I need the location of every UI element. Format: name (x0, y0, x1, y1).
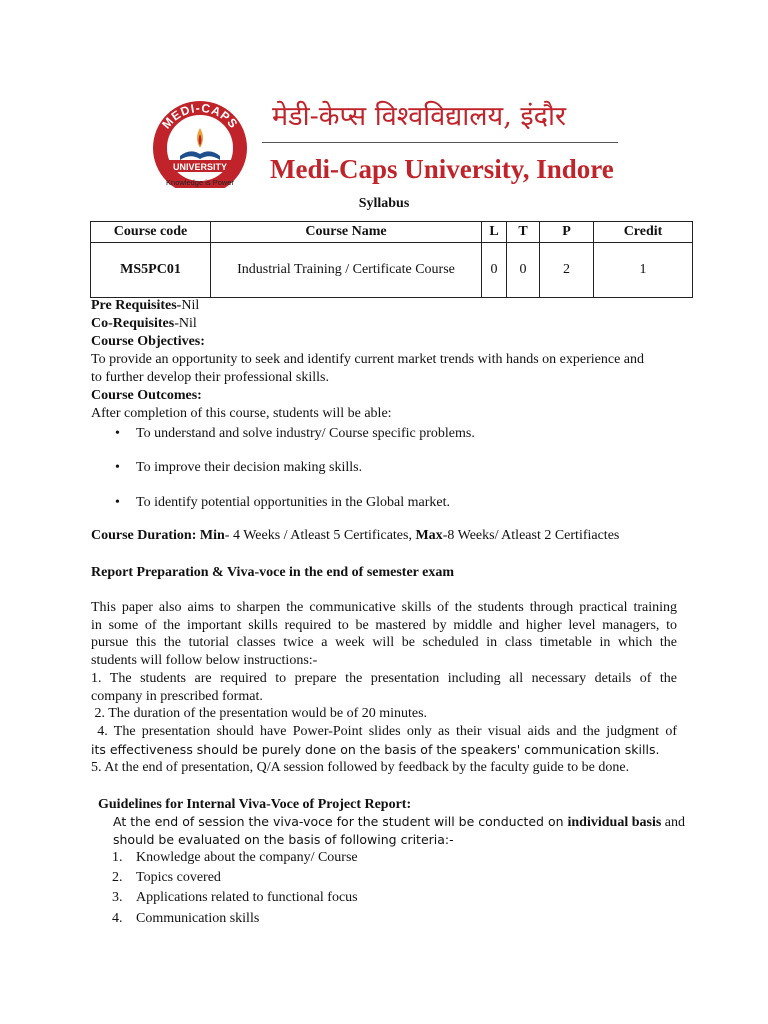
duration-min-text: - 4 Weeks / Atleast 5 Certificates, (224, 528, 416, 543)
corequisites (91, 315, 197, 333)
coreq-label: Co-Requisites (91, 316, 175, 331)
logo-text-top: MEDI-CAPS (159, 100, 241, 132)
list-number: 2. (112, 870, 123, 885)
list-item: To identify potential opportunities in the Global market. (136, 495, 450, 510)
objectives-line-1: To provide an opportunity to seek and identify current market trends with hands on experience and (91, 352, 645, 367)
logo-tagline: Knowledge is Power (166, 178, 234, 187)
university-logo (150, 98, 250, 188)
cell-l: 0 (482, 243, 507, 298)
duration-min-label: Min (199, 528, 225, 543)
header-course-name: Course Name (211, 222, 482, 243)
paragraph-line: 2. The duration of the presentation would be of 20 minutes. (91, 706, 428, 721)
bullet-icon: • (115, 426, 120, 441)
paragraph-line: 1. The students are required to prepare the presentation including all necessary details of the (91, 671, 677, 686)
paragraph-line: in some of the important skills required to be mastered by middle and higher level managers, to (91, 618, 677, 633)
course-duration (91, 527, 619, 545)
cell-p: 2 (540, 243, 594, 298)
duration-max-text: -8 Weeks/ Atleast 2 Certifiactes (442, 528, 620, 543)
bullet-icon: • (115, 460, 120, 475)
prerequisites (91, 297, 199, 315)
paragraph-line: This paper also aims to sharpen the communicative skills of the students through practical training (91, 600, 677, 615)
paragraph-line: 4. The presentation should have Power-Point slides only as their visual aids and the judgment of (91, 724, 677, 739)
list-number: 4. (112, 911, 123, 926)
prereq-value: Nil (181, 298, 200, 313)
bullet-icon: • (115, 495, 120, 510)
header-p: P (540, 222, 594, 243)
logo-text-band: UNIVERSITY (172, 162, 228, 172)
list-number: 3. (112, 890, 123, 905)
guidelines-text-end: and (661, 815, 685, 830)
header-course-code: Course code (91, 222, 211, 243)
list-item: Applications related to functional focus (136, 890, 358, 905)
list-item: To improve their decision making skills. (136, 460, 363, 475)
cell-course-name: Industrial Training / Certificate Course (211, 243, 482, 298)
paragraph-line: pursue this the tutorial classes twice a week will be scheduled in class timetable in which the (91, 635, 677, 650)
list-item: Knowledge about the company/ Course (136, 850, 358, 865)
report-heading: Report Preparation & Viva-voce in the end of semester exam (91, 565, 455, 580)
header-t: T (507, 222, 540, 243)
header-credit: Credit (594, 222, 693, 243)
header-l: L (482, 222, 507, 243)
prereq-label: Pre Requisites- (91, 298, 182, 313)
outcomes-intro: After completion of this course, students will be able: (91, 406, 392, 421)
paragraph-line: students will follow below instructions:- (91, 653, 318, 668)
paragraph-line: its effectiveness should be purely done on the basis of the speakers' communication skills. (91, 742, 660, 757)
guidelines-bold: individual basis (567, 815, 662, 830)
paragraph-line: company in prescribed format. (91, 689, 263, 704)
list-item: Topics covered (136, 870, 221, 885)
duration-max-label: Max (415, 528, 443, 543)
guidelines-text: At the end of session the viva-voce for the student will be conducted on (113, 814, 568, 829)
english-title: Medi-Caps University, Indore (270, 154, 614, 184)
table-header-row (91, 222, 693, 243)
cell-credit: 1 (594, 243, 693, 298)
header-divider (262, 142, 618, 143)
list-number: 1. (112, 850, 123, 865)
course-table (90, 221, 693, 298)
paragraph-line: 5. At the end of presentation, Q/A session followed by feedback by the faculty guide to be done. (91, 760, 630, 775)
guidelines-line-1 (113, 813, 685, 832)
objectives-line-2: to further develop their professional skills. (91, 370, 329, 385)
syllabus-label: Syllabus (358, 196, 410, 211)
table-row (91, 243, 693, 298)
objectives-heading: Course Objectives: (91, 334, 205, 349)
coreq-value: -Nil (174, 316, 197, 331)
guidelines-line-2: should be evaluated on the basis of following criteria:- (113, 832, 454, 847)
guidelines-heading: Guidelines for Internal Viva-Voce of Project Report: (98, 797, 412, 812)
cell-course-code: MS5PC01 (91, 243, 211, 298)
cell-t: 0 (507, 243, 540, 298)
list-item: Communication skills (136, 911, 260, 926)
duration-label: Course Duration: (91, 528, 197, 543)
list-item: To understand and solve industry/ Course specific problems. (136, 426, 475, 441)
outcomes-heading: Course Outcomes: (91, 388, 202, 403)
hindi-title: मेडी-केप्स विश्वविद्यालय, इंदौर (272, 101, 567, 132)
